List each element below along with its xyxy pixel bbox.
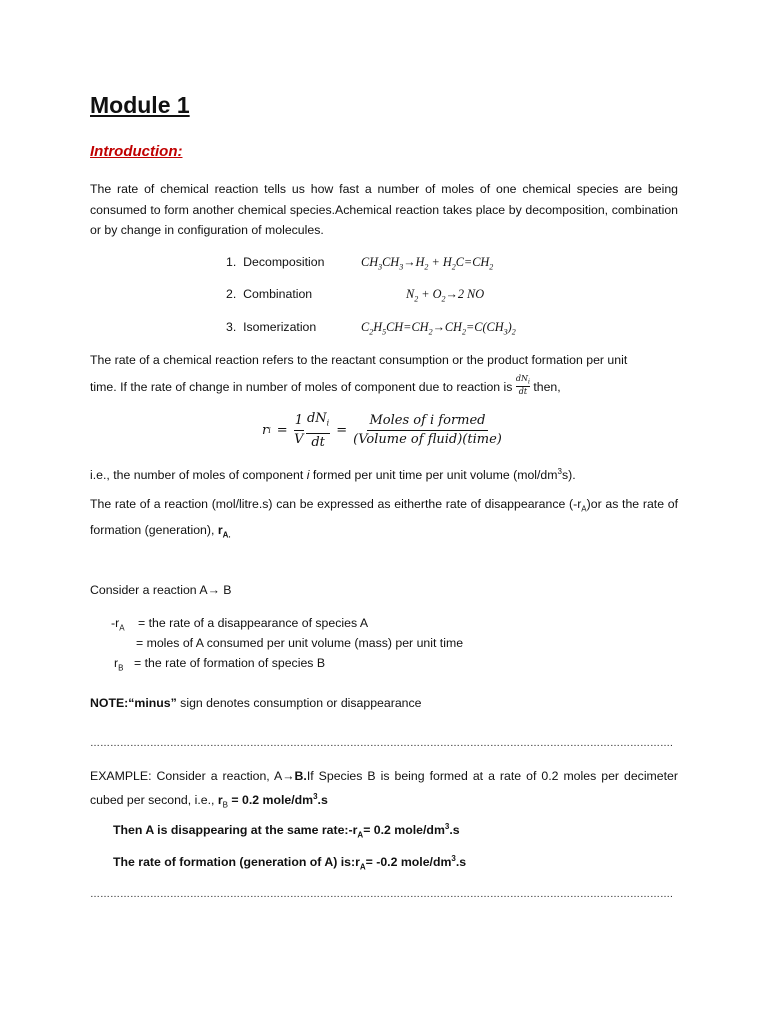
consider-reaction: Consider a reaction A→ B — [90, 583, 232, 597]
definition-neg-rA: $-r_A$ — [111, 616, 125, 633]
rate-equation: r i = $\frac{1}{V}$ $dN_i$ dt = Moles of i formed (Volume of fluid)(time) — [262, 411, 502, 450]
list-number: 2. — [226, 287, 237, 301]
list-label: Isomerization — [243, 320, 317, 334]
list-label: Decomposition — [243, 255, 325, 269]
dotted-divider: …………………………………………………………………………………………………………………………………………………………. — [90, 889, 673, 900]
list-item-decomposition — [226, 255, 324, 269]
formula-decomposition: $CH_3CH_3\to H_2 + H_2C=CH_2$ — [361, 255, 494, 272]
paragraph-rate-expression: The rate of a reaction (mol/litre.s) can be expressed as eitherthe rate of disappearance $(-r_A)or$ as the rate of formation (generation), $r_{A.}$ — [90, 497, 678, 540]
fraction-dNi-dt: $dN_i$ dt — [515, 373, 530, 397]
definition-rB-text: = the rate of formation of species B — [134, 656, 326, 670]
formula-combination: $N_2 + O_2\to 2$ NO — [406, 287, 485, 304]
section-heading-introduction: Introduction: — [90, 143, 183, 160]
list-number: 1. — [226, 255, 237, 269]
note: NOTE:“minus” sign denotes consumption or disappearance — [90, 696, 422, 710]
definition-moles-consumed: = moles of A consumed per unit volume (mass) per unit time — [136, 636, 464, 650]
list-label: Combination — [243, 287, 313, 301]
example-paragraph: EXAMPLE: Consider a reaction, A→B.If Species B is being formed at a rate of 0.2 moles per decimeter cubed per second, i.e., $r_B = 0.2$ mole/$dm^3.s$ — [90, 769, 678, 810]
example-then: Then A is disappearing at the same $rate:-r_A= 0.2$ mole/$dm^3.s$ — [113, 822, 460, 840]
paragraph-ie: i.e., the number of moles of component i formed per unit time per unit volume $(mol/dm^3s)$. — [90, 467, 576, 483]
list-item-combination — [226, 287, 312, 301]
list-number: 3. — [226, 320, 237, 334]
paragraph-rate-change: The rate of a chemical reaction refers to the reactant consumption or the product formation per unit time. If the rate of change in number of moles of component due to reaction is $dN_i$ dt then, — [90, 353, 628, 397]
example-rate: The rate of formation (generation of A) $is:r_A= -0.2$ mole/$dm^3.s$ — [113, 854, 467, 872]
page-title: Module 1 — [90, 92, 190, 118]
list-item-isomerization — [226, 320, 316, 334]
paragraph-rate-definition: The rate of chemical reaction tells us how fast a number of moles of one chemical species are being consumed to form another chemical species.Achemical reaction takes place by decomposition, combination or by change in configuration of molecules. — [90, 182, 678, 237]
definition-rB: $r_B$ — [114, 656, 124, 673]
arrow-icon: → — [207, 583, 220, 597]
dotted-divider: …………………………………………………………………………………………………………………………………………………………. — [90, 738, 673, 749]
formula-isomerization: $C_2H_5CH=CH_2\to CH_2=C(CH_3)_2$ — [361, 320, 516, 337]
definition-neg-rA-text: = the rate of a disappearance of species A — [138, 616, 369, 630]
